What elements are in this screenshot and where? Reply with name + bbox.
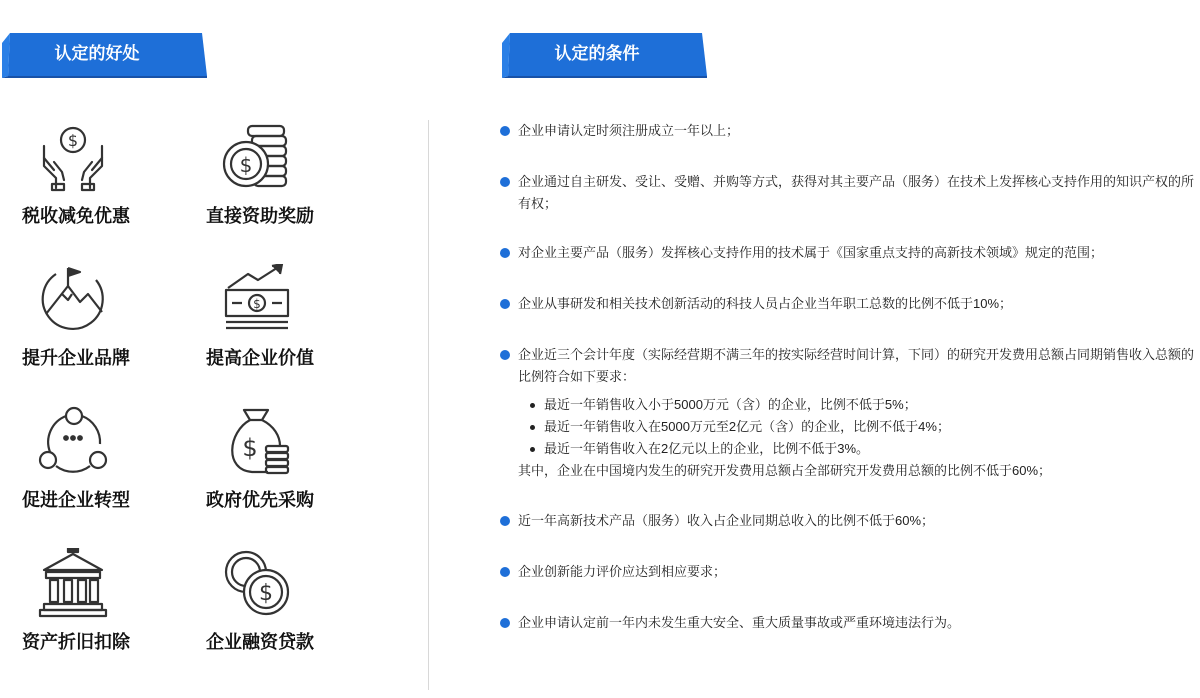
svg-text:$: $ xyxy=(67,131,79,150)
hands-coin-icon xyxy=(38,122,108,192)
svg-text:$: $ xyxy=(259,581,273,606)
coins-icon xyxy=(222,548,292,618)
bullet-icon xyxy=(500,567,510,577)
condition-item xyxy=(500,242,1195,264)
conditions-title: 认定的条件 xyxy=(554,44,640,63)
network-nodes-icon xyxy=(38,406,108,476)
condition-item xyxy=(500,120,1195,142)
column-divider xyxy=(428,120,429,690)
condition-item xyxy=(500,561,1195,583)
condition-text: 对企业主要产品（服务）发挥核心支持作用的技术属于《国家重点支持的高新技术领域》规定的范围； xyxy=(518,245,1104,260)
sub-condition-item: 最近一年销售收入在5000万元至2亿元（含）的企业，比例不低于4%； xyxy=(520,416,1195,438)
condition-text: 企业通过自主研发、受让、受赠、并购等方式，获得对其主要产品（服务）在技术上发挥核心支持作用的知识产权的所有权； xyxy=(518,174,1195,211)
bullet-icon xyxy=(500,350,510,360)
benefits-banner xyxy=(2,33,207,78)
condition-text: 企业从事研发和相关技术创新活动的科技人员占企业当年职工总数的比例不低于10%； xyxy=(518,296,1013,311)
condition-text: 企业申请认定前一年内未发生重大安全、重大质量事故或严重环境违法行为。 xyxy=(518,615,961,630)
bullet-icon xyxy=(500,177,510,187)
benefit-label: 促进企业转型 xyxy=(22,490,130,510)
benefit-label: 企业融资贷款 xyxy=(206,632,314,652)
sub-condition-note: 其中，企业在中国境内发生的研究开发费用总额占全部研究开发费用总额的比例不低于60%； xyxy=(518,463,1052,478)
bullet-icon xyxy=(500,126,510,136)
condition-item xyxy=(500,293,1195,315)
benefit-label: 税收减免优惠 xyxy=(22,206,130,226)
condition-item xyxy=(500,612,1195,634)
condition-item xyxy=(500,171,1195,215)
benefit-label: 直接资助奖励 xyxy=(206,206,314,226)
benefit-label: 提升企业品牌 xyxy=(22,348,130,368)
mountain-flag-icon xyxy=(38,264,108,334)
bullet-icon xyxy=(500,618,510,628)
conditions-banner xyxy=(502,33,707,78)
banknote-growth-icon xyxy=(222,264,292,334)
benefits-title: 认定的好处 xyxy=(54,44,140,63)
sub-condition-list xyxy=(520,394,1195,460)
condition-text: 企业近三个会计年度（实际经营期不满三年的按实际经营时间计算，下同）的研究开发费用总额占同期销售收入总额的比例符合如下要求： xyxy=(518,347,1195,384)
sub-condition-item: 最近一年销售收入小于5000万元（含）的企业，比例不低于5%； xyxy=(520,394,1195,416)
sub-condition-item: 最近一年销售收入在2亿元以上的企业，比例不低于3%。 xyxy=(520,438,1195,460)
bank-building-icon xyxy=(38,548,108,618)
benefit-label: 资产折旧扣除 xyxy=(22,632,130,652)
condition-text: 企业申请认定时须注册成立一年以上； xyxy=(518,123,740,138)
benefit-label: 政府优先采购 xyxy=(206,490,314,510)
money-bag-icon xyxy=(222,406,292,476)
bullet-icon xyxy=(500,299,510,309)
svg-text:$: $ xyxy=(242,434,258,462)
bullet-icon xyxy=(500,516,510,526)
condition-text: 近一年高新技术产品（服务）收入占企业同期总收入的比例不低于60%； xyxy=(518,513,935,528)
coin-stack-icon xyxy=(222,122,292,192)
benefit-label: 提高企业价值 xyxy=(206,348,314,368)
condition-text: 企业创新能力评价应达到相应要求； xyxy=(518,564,727,579)
bullet-icon xyxy=(500,248,510,258)
condition-item xyxy=(500,510,1195,532)
condition-item xyxy=(500,344,1195,482)
svg-text:$: $ xyxy=(253,297,261,311)
svg-text:$: $ xyxy=(239,153,253,177)
